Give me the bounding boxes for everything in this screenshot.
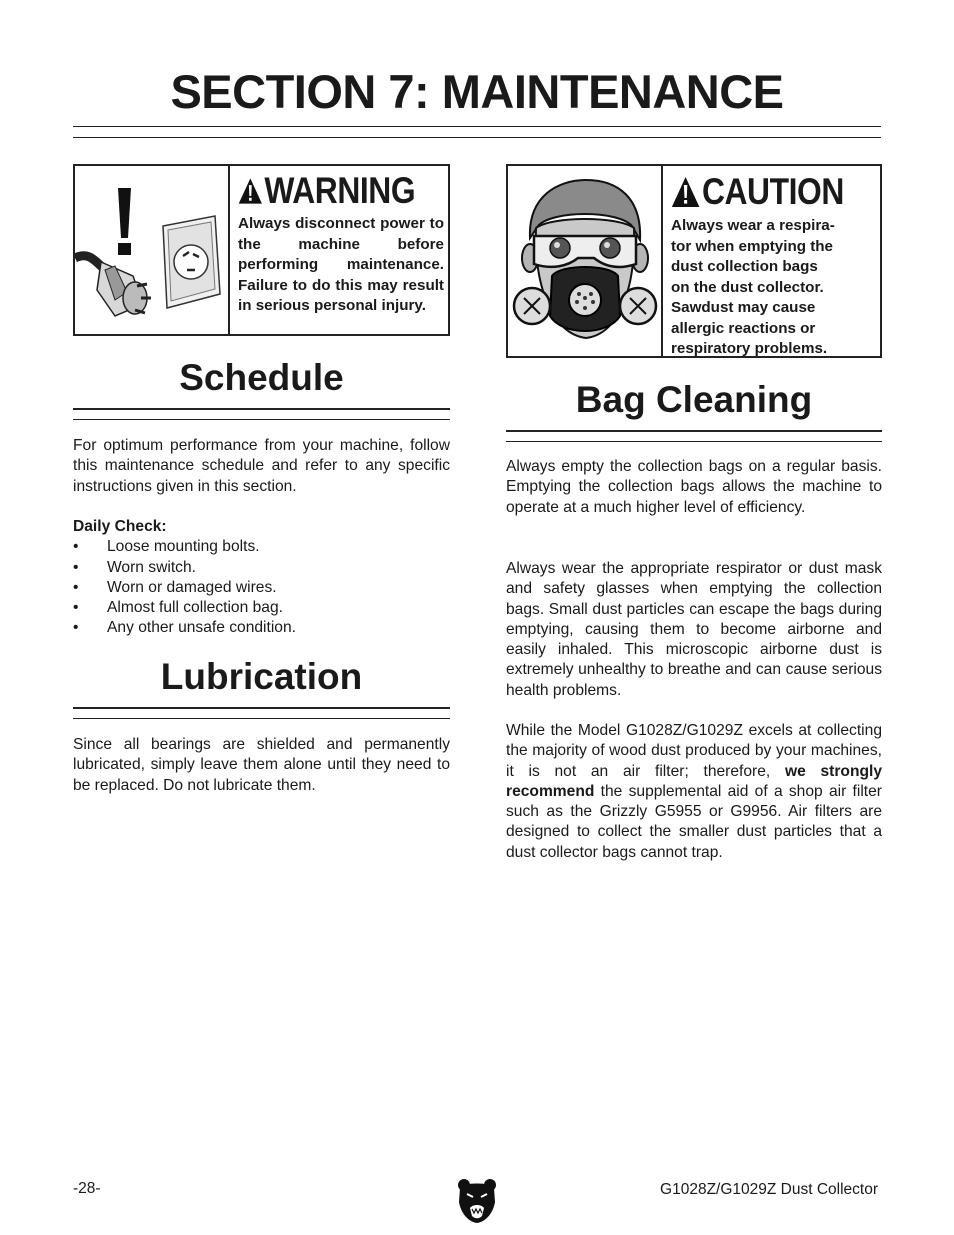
caution-line: respiratory problems. xyxy=(671,340,828,357)
lubrication-heading: Lubrication xyxy=(160,656,363,697)
list-item-text: Worn switch. xyxy=(107,558,196,576)
daily-check-list xyxy=(73,537,450,638)
caution-box xyxy=(506,164,882,358)
bag-cleaning-rule xyxy=(506,430,882,442)
lubrication-rule xyxy=(73,707,450,719)
footer-model: G1028Z/G1029Z Dust Collector xyxy=(660,1181,878,1198)
bag-cleaning-p3 xyxy=(506,721,882,863)
bag-cleaning-heading: Bag Cleaning xyxy=(575,379,813,420)
lubrication-text: Since all bearings are shielded and permanently lubricated, simply leave them alone until they need to be replaced. Do not lubricate them. xyxy=(73,736,450,794)
caution-signal xyxy=(671,171,846,213)
bullet: • xyxy=(73,538,79,556)
page-title: SECTION 7: MAINTENANCE xyxy=(170,65,784,118)
p3-text: While the Model G1028Z/G1029Z excels at collecting the majority of wood dust produced by your machines, it is not an air filter; therefore, xyxy=(506,722,882,780)
list-item-text: Loose mounting bolts. xyxy=(107,538,260,556)
list-item-text: Any other unsafe condition. xyxy=(107,619,296,637)
page-number: -28- xyxy=(73,1180,101,1197)
schedule-rule xyxy=(73,408,450,420)
list-item xyxy=(73,618,450,638)
bullet: • xyxy=(73,599,79,617)
caution-line: tor when emptying the xyxy=(671,237,834,255)
respirator-face-icon xyxy=(508,166,663,356)
caution-line: dust collection bags xyxy=(671,258,818,275)
bag-cleaning-p2: Always wear the appropriate respirator or dust mask and safety glasses when emptying the collection bags. Small dust particles can escape the bags during emptying, causing them to become airborne and easily inhaled. This microscopic airborne dust is extremely unhealthy to breathe and can cause serious health problems. xyxy=(506,560,882,699)
daily-check-title: Daily Check: xyxy=(73,518,167,535)
warning-signal xyxy=(238,170,415,212)
bag-cleaning-p1: Always empty the collection bags on a regular basis. Emptying the collection bags allows the machine to operate at a much higher level of efficiency. xyxy=(506,458,882,516)
caution-line: Always wear a respira- xyxy=(671,217,835,234)
bullet: • xyxy=(73,619,79,637)
list-item xyxy=(73,598,450,618)
grizzly-bear-logo-icon xyxy=(457,1178,497,1229)
list-item xyxy=(73,537,450,557)
unplug-power-icon xyxy=(75,166,230,334)
list-item xyxy=(73,558,450,578)
warning-label: WARNING xyxy=(264,170,416,211)
p3-emphasis: we strongly recommend xyxy=(506,762,883,800)
caution-line: Sawdust may cause xyxy=(671,299,816,316)
schedule-heading: Schedule xyxy=(179,357,344,398)
caution-line: allergic reactions or xyxy=(671,319,816,337)
caution-label: CAUTION xyxy=(701,171,844,212)
list-item-text: Almost full collection bag. xyxy=(107,599,283,617)
schedule-intro: For optimum performance from your machine, follow this maintenance schedule and refer to any specific instructions given in this section. xyxy=(73,437,450,495)
list-item-text: Worn or damaged wires. xyxy=(107,578,277,596)
caution-line: on the dust collector. xyxy=(671,278,824,296)
bullet: • xyxy=(73,558,79,576)
daily-check xyxy=(73,517,450,639)
list-item xyxy=(73,578,450,598)
title-rule xyxy=(73,126,881,138)
warning-box xyxy=(73,164,450,336)
caution-triangle-icon xyxy=(671,176,700,208)
p3-text-end: the supplemental aid of a shop air filter such as the Grizzly G5955 or G9956. Air filters are designed to collect the smaller dust particles that a dust collector bags cannot trap. xyxy=(506,782,882,861)
warning-triangle-icon xyxy=(238,175,263,207)
bullet: • xyxy=(73,578,79,596)
caution-message xyxy=(671,216,874,360)
warning-message: Always disconnect power to the machine before performing maintenance. Failure to do this may result in serious personal injury. xyxy=(238,215,444,314)
